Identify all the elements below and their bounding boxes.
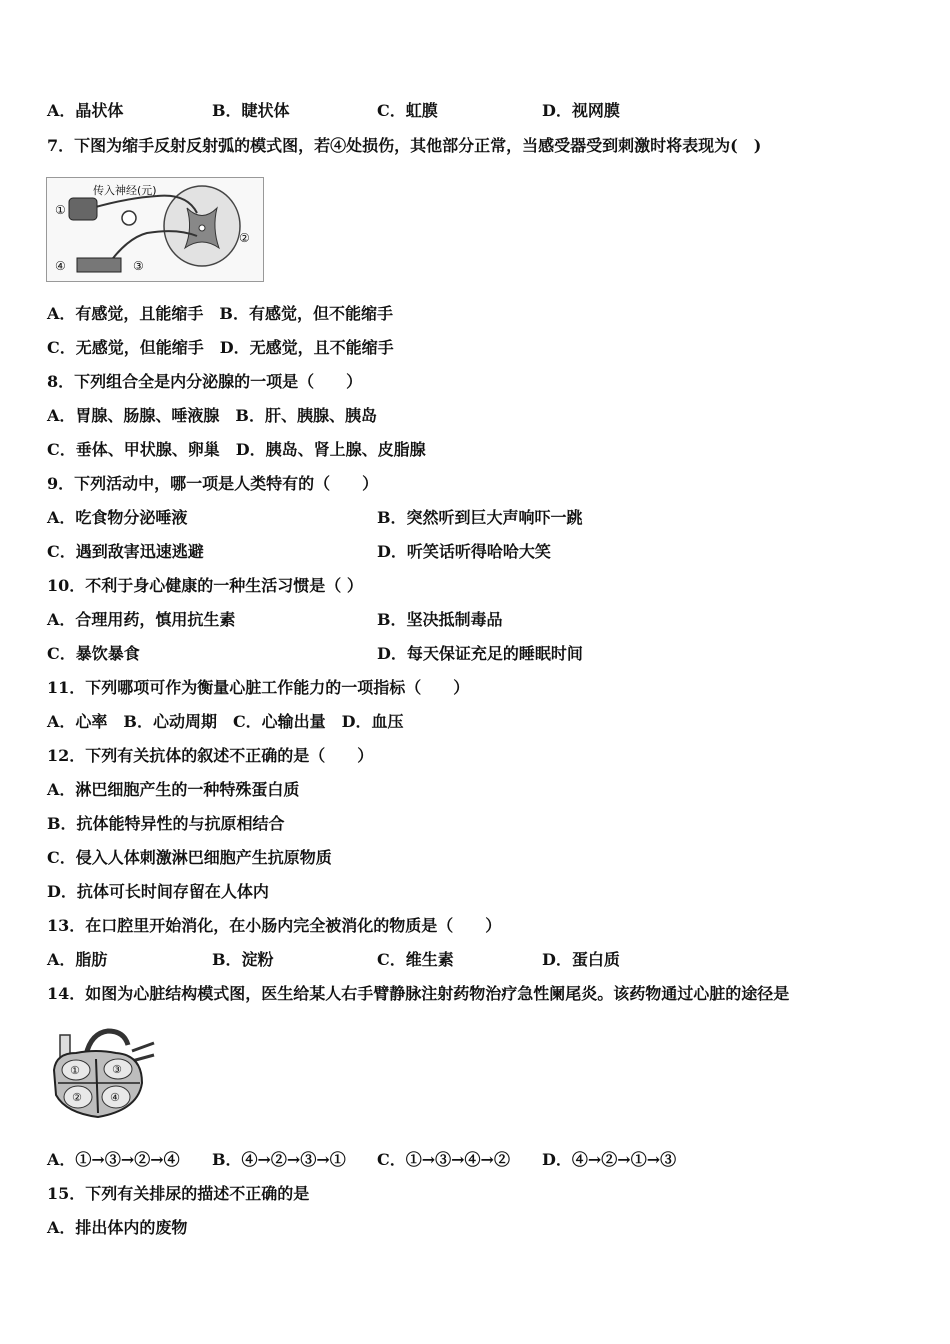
- q13-option-a: A．脂肪: [47, 950, 108, 969]
- q9-option-b: B．突然听到巨大声响吓一跳: [377, 508, 583, 527]
- q10-option-b: B．坚决抵制毒品: [377, 610, 503, 629]
- q14-option-d: D．④→②→①→③: [542, 1150, 677, 1169]
- heart-diagram: [46, 1025, 158, 1120]
- q13-option-d: D．蛋白质: [542, 950, 620, 969]
- heart-label-3: ③: [112, 1063, 122, 1076]
- q7-stem: 7．下图为缩手反射反射弧的模式图，若④处损伤，其他部分正常，当感受器受到刺激时将表现为( ): [47, 136, 762, 155]
- q8-options-row1: A．胃腺、肠腺、唾液腺 B．肝、胰腺、胰岛: [47, 406, 377, 425]
- q7-options-row1: A．有感觉，且能缩手 B．有感觉，但不能缩手: [47, 304, 393, 323]
- q15-option-a: A．排出体内的废物: [47, 1218, 188, 1237]
- q12-option-d: D．抗体可长时间存留在人体内: [47, 882, 269, 901]
- q9-option-c: C．遇到敌害迅速逃避: [47, 542, 204, 561]
- q6-option-a: A．晶状体: [47, 101, 124, 120]
- heart-label-1: ①: [70, 1064, 80, 1077]
- q14-option-c: C．①→③→④→②: [377, 1150, 510, 1169]
- q10-option-c: C．暴饮暴食: [47, 644, 140, 663]
- q12-option-c: C．侵入人体刺激淋巴细胞产生抗原物质: [47, 848, 332, 867]
- q9-option-d: D．听笑话听得哈哈大笑: [377, 542, 551, 561]
- q6-option-c: C．虹膜: [377, 101, 438, 120]
- q12-option-b: B．抗体能特异性的与抗原相结合: [47, 814, 285, 833]
- q10-stem: 10．不利于身心健康的一种生活习惯是（ ）: [47, 576, 363, 595]
- label-2: ②: [239, 231, 250, 245]
- q13-option-b: B．淀粉: [212, 950, 274, 969]
- heart-label-2: ②: [72, 1091, 82, 1104]
- q6-option-d: D．视网膜: [542, 101, 620, 120]
- q7-options-row2: C．无感觉，但能缩手 D．无感觉，且不能缩手: [47, 338, 394, 357]
- heart-figure: [46, 1025, 158, 1120]
- q14-option-b: B．④→②→③→①: [212, 1150, 346, 1169]
- q14-option-a: A．①→③→②→④: [47, 1150, 180, 1169]
- q13-option-c: C．维生素: [377, 950, 454, 969]
- reflex-arc-diagram: [47, 178, 263, 281]
- heart-label-4: ④: [110, 1091, 120, 1104]
- q12-stem: 12．下列有关抗体的叙述不正确的是（ ）: [47, 746, 374, 765]
- reflex-arc-figure: [46, 177, 264, 282]
- q15-stem: 15．下列有关排尿的描述不正确的是: [47, 1184, 310, 1203]
- q6-option-b: B．睫状体: [212, 101, 290, 120]
- q14-stem: 14．如图为心脏结构模式图，医生给某人右手臂静脉注射药物治疗急性阑尾炎。该药物通过心脏的途径是: [47, 984, 790, 1003]
- q10-option-d: D．每天保证充足的睡眠时间: [377, 644, 583, 663]
- afferent-nerve-label: 传入神经(元): [93, 184, 157, 197]
- q9-option-a: A．吃食物分泌唾液: [47, 508, 188, 527]
- label-1: ①: [55, 203, 66, 217]
- q11-stem: 11．下列哪项可作为衡量心脏工作能力的一项指标（ ）: [47, 678, 470, 697]
- q8-options-row2: C．垂体、甲状腺、卵巢 D．胰岛、肾上腺、皮脂腺: [47, 440, 426, 459]
- q13-stem: 13．在口腔里开始消化，在小肠内完全被消化的物质是（ ）: [47, 916, 502, 935]
- label-4: ④: [55, 259, 66, 273]
- q12-option-a: A．淋巴细胞产生的一种特殊蛋白质: [47, 780, 300, 799]
- q11-options-row: A．心率 B．心动周期 C．心输出量 D．血压: [47, 712, 404, 731]
- label-3: ③: [133, 259, 144, 273]
- q8-stem: 8．下列组合全是内分泌腺的一项是（ ）: [47, 372, 363, 391]
- q10-option-a: A．合理用药，慎用抗生素: [47, 610, 236, 629]
- q9-stem: 9．下列活动中，哪一项是人类特有的（ ）: [47, 474, 379, 493]
